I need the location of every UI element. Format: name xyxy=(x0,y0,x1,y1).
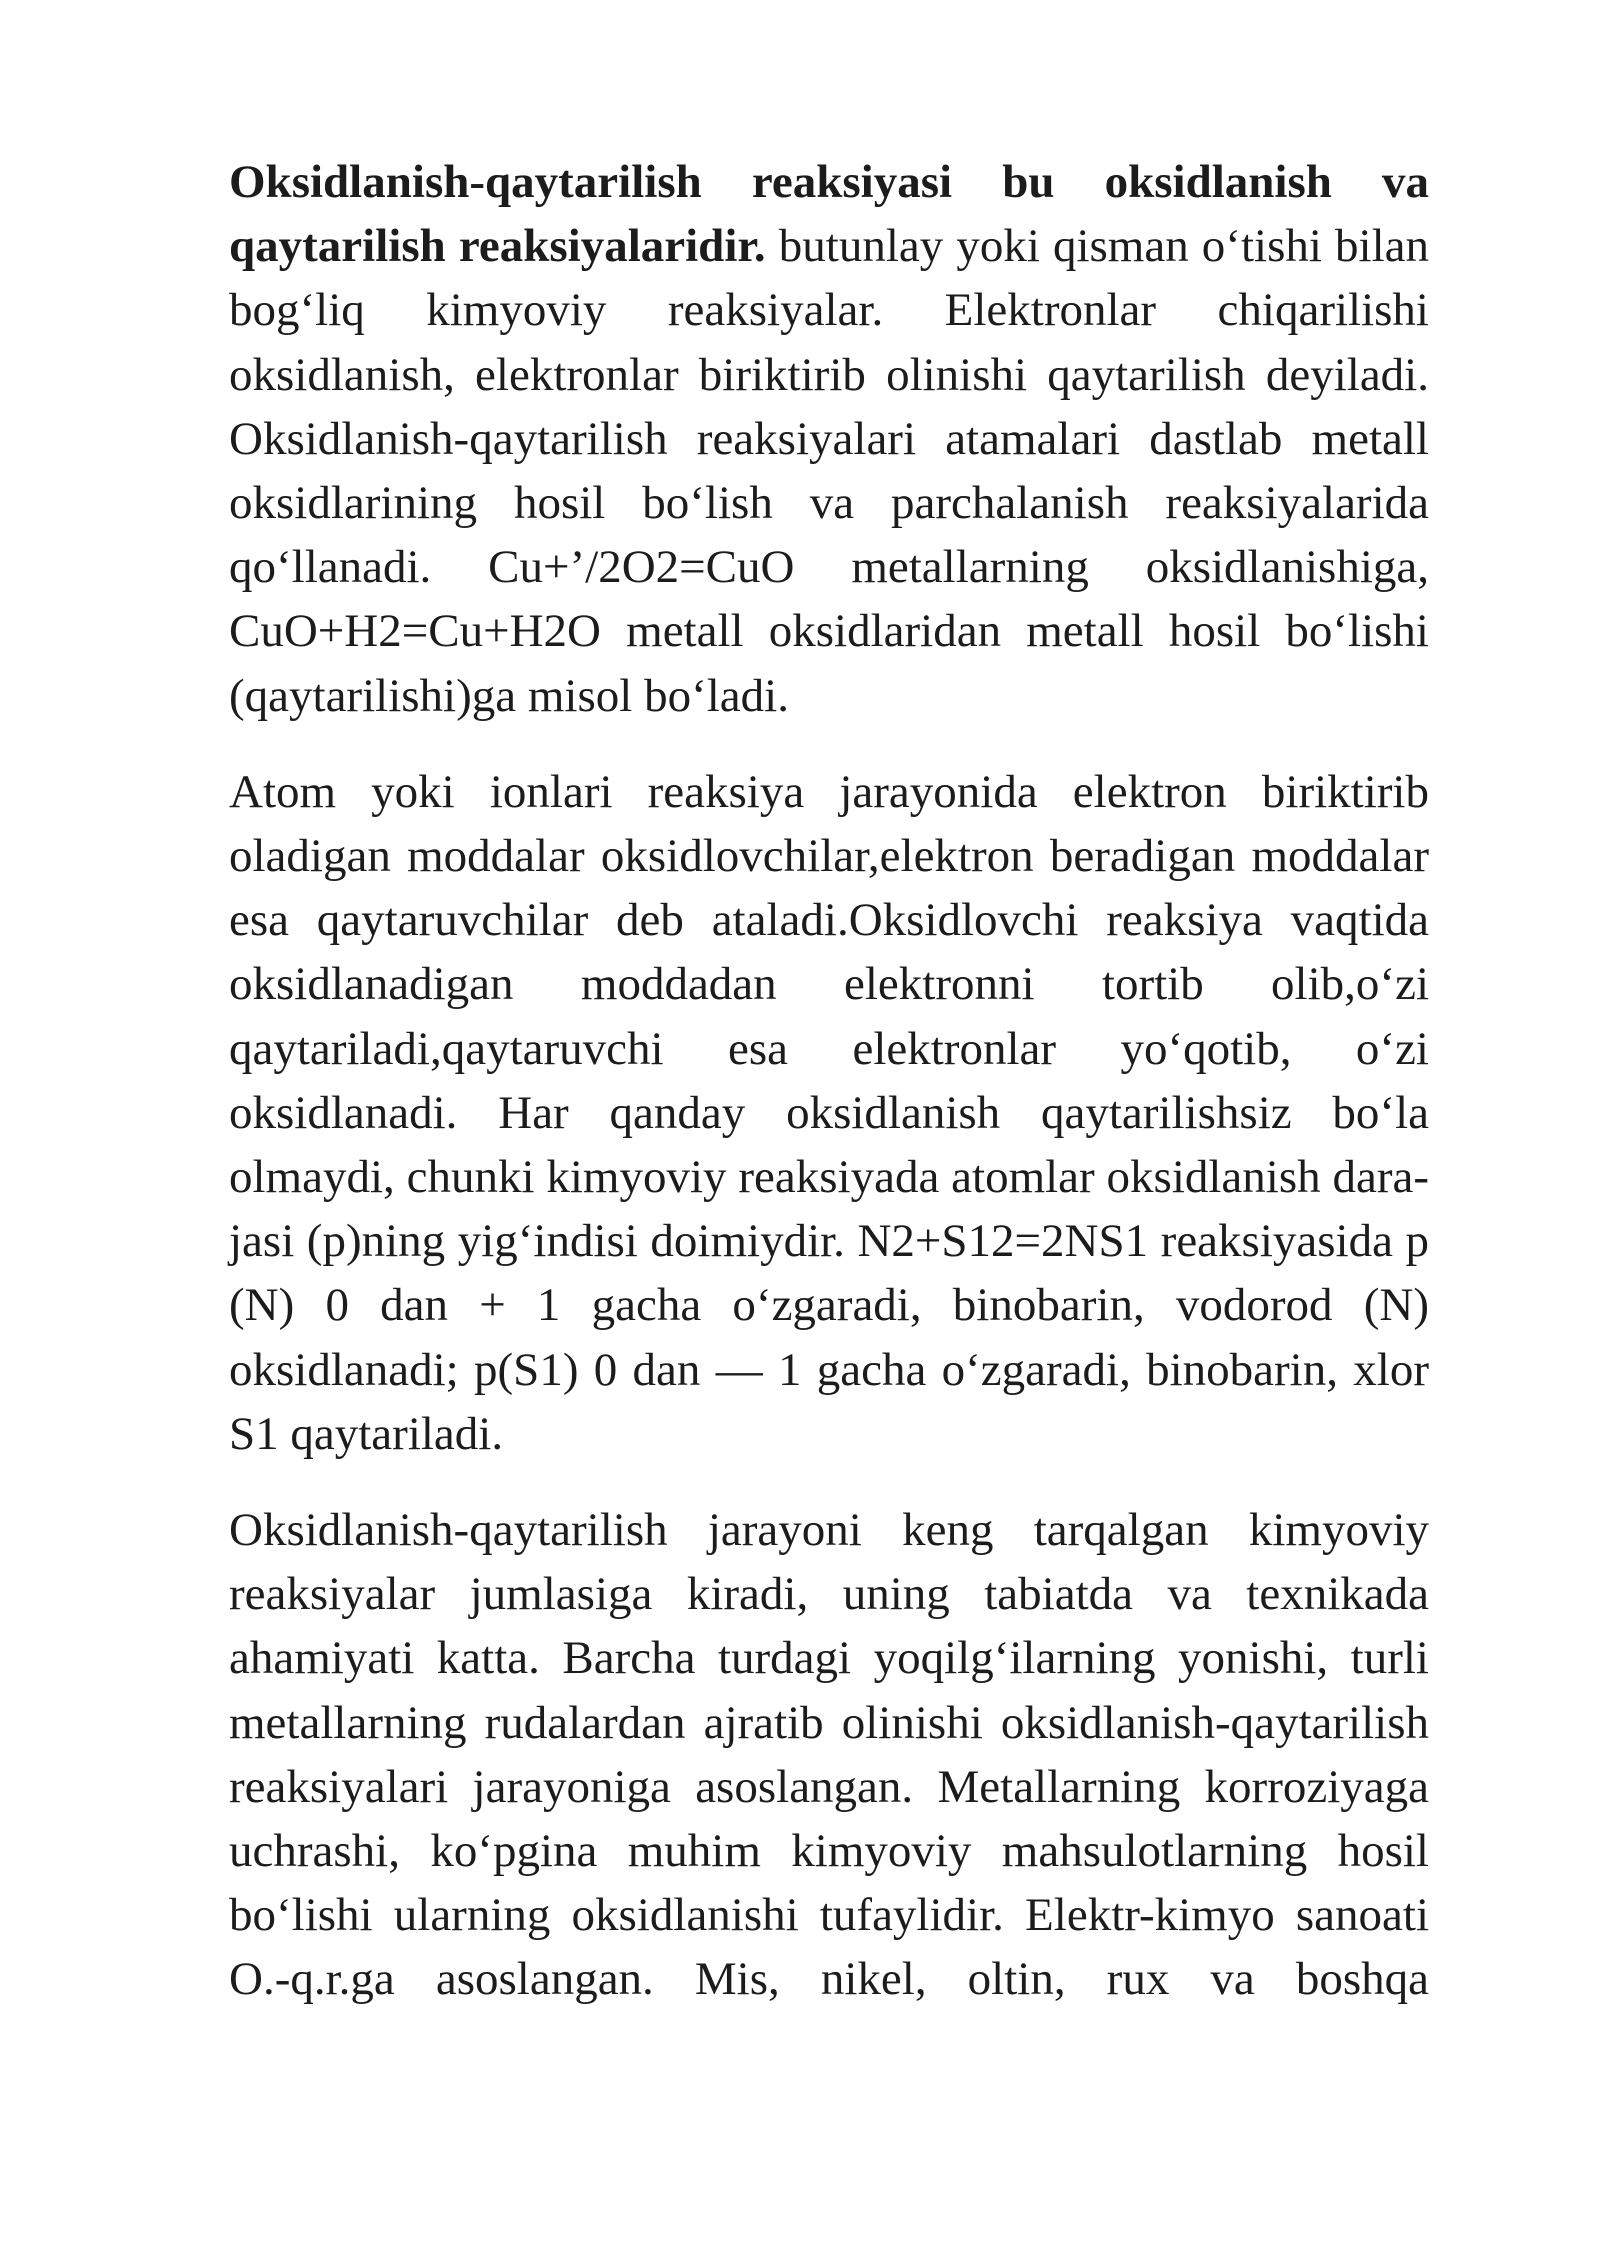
paragraph-1 xyxy=(229,150,1429,728)
paragraph-3: Oksidlanish-qaytarilish jarayoni keng tarqalgan kimyoviy reaksiyalar jumlasiga kiradi, uning tabiatda va texnikada ahamiyati katta. Barcha turdagi yoqilg‘ilarning yonishi, turli metallarning rudalardan ajratib olinishi oksidlanish-qaytarilish reaksiyalari jarayoniga asoslangan. Metallarning korroziyaga uchrashi, ko‘pgina muhim kimyoviy mahsulotlarning hosil bo‘lishi ularning oksidlanishi tufaylidir. Elektr-kimyo sanoati O.-q.r.ga asoslangan. Mis, nikel, oltin, rux va boshqa xyxy=(229,1504,1429,2006)
paragraph-2: Atom yoki ionlari reaksiya jarayonida elektron biriktirib oladigan moddalar oksidlovchilar,elektron beradigan moddalar esa qaytaruvchilar deb ataladi.Oksidlovchi reaksiya vaqtida oksidlanadigan moddadan elektronni tortib olib,o‘zi qaytariladi,qaytaruvchi esa elektronlar yo‘qotib, o‘zi oksidlanadi. Har qanday oksidlanish qaytarilishsiz bo‘la olmaydi, chunki kimyoviy reaksiyada atomlar oksidlanish dara-jasi (p)ning yig‘indisi doimiydir. N2+S12=2NS1 reaksiyasida p (N) 0 dan + 1 gacha o‘zgaradi, binobarin, vodorod (N) oksidlanadi; p(S1) 0 dan — 1 gacha o‘zgaradi, binobarin, xlor S1 qaytariladi. xyxy=(229,765,1429,1460)
paragraph-1-text: butunlay yoki qisman o‘tishi bilan bog‘liq kimyoviy reaksiyalar. Elektronlar chiqarilishi oksidlanish, elektronlar biriktirib olinishi qaytarilish deyiladi. Oksidlanish-qaytarilish reaksiyalari atamalari dastlab metall oksidlarining hosil bo‘lish va parchalanish reaksiyalarida qo‘llanadi. Cu+’/2O2=CuO metallarning oksidlanishiga, CuO+H2=Cu+H2O metall oksidlaridan metall hosil bo‘lishi (qaytarilishi)ga misol bo‘ladi. xyxy=(229,220,1429,722)
document-page xyxy=(229,150,1429,2044)
paragraph-1-bold-lead: Oksidlanish-qaytarilish reaksiyasi bu oksidlanish va qaytarilish reaksiyalaridir. xyxy=(229,156,1429,273)
